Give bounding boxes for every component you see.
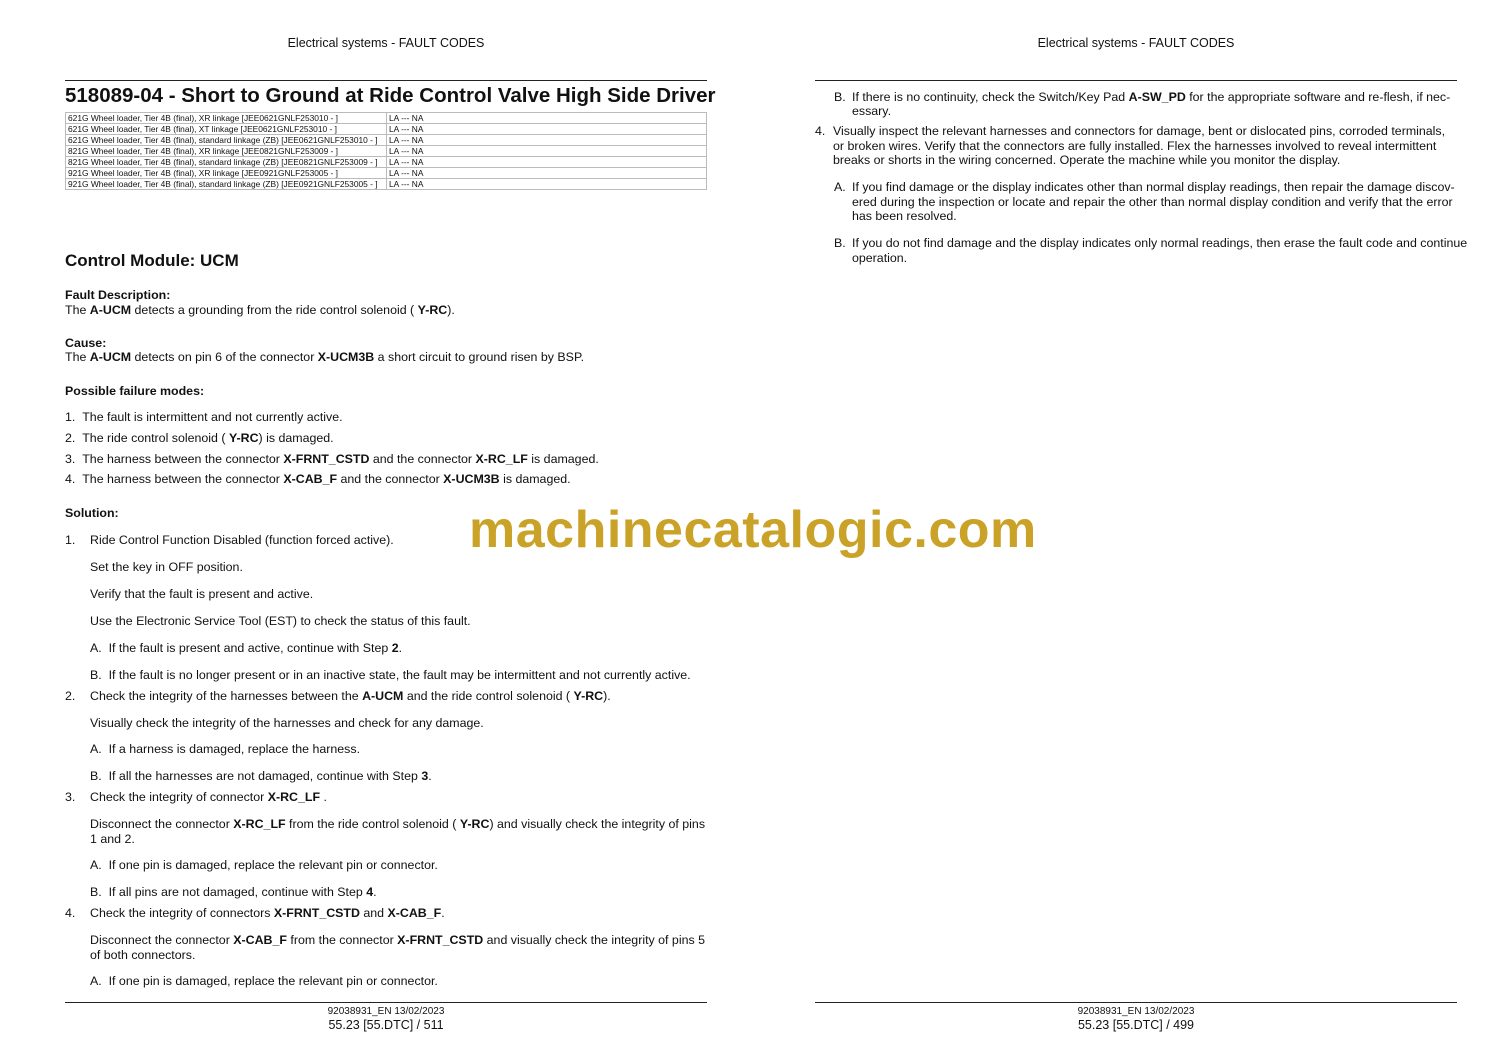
sub-item-label: A. bbox=[834, 180, 846, 194]
failure-modes-heading: Possible failure modes: bbox=[65, 384, 205, 398]
model-cell: 621G Wheel loader, Tier 4B (final), XR linkage [JEE0621GNLF253010 - ] bbox=[66, 113, 387, 124]
footer-document-number: 92038931_EN 13/02/2023 bbox=[327, 1006, 445, 1017]
solution-step-text: or broken wires. Verify that the connectors are fully installed. Flex the harnesses involved to reveal intermittent bbox=[833, 139, 1437, 153]
footer-page-number: 55.23 [55.DTC] / 499 bbox=[1077, 1018, 1195, 1032]
model-cell: 821G Wheel loader, Tier 4B (final), XR linkage [JEE0821GNLF253009 - ] bbox=[66, 146, 387, 157]
solution-step-text: Visually inspect the relevant harnesses and connectors for damage, bent or dislocated pins, corroded terminals, bbox=[833, 124, 1446, 138]
failure-mode-item: 1. The fault is intermittent and not currently active. bbox=[65, 410, 343, 424]
solution-step-text: Ride Control Function Disabled (function forced active). bbox=[90, 533, 394, 547]
control-module-heading: Control Module: UCM bbox=[65, 251, 239, 270]
sub-item-text: If there is no continuity, check the Switch/Key Pad A-SW_PD for the appropriate software and re-flesh, if nec- bbox=[852, 90, 1451, 104]
table-row bbox=[66, 179, 707, 190]
watermark: machinecatalogic.com bbox=[469, 501, 1037, 559]
solution-sub-item: B. If all the harnesses are not damaged, continue with Step 3. bbox=[90, 769, 432, 783]
applicability-table bbox=[65, 112, 707, 190]
region-cell: LA --- NA bbox=[387, 135, 707, 146]
footer-rule bbox=[815, 1002, 1457, 1003]
table-row bbox=[66, 157, 707, 168]
cause-heading: Cause: bbox=[65, 336, 107, 350]
fault-description-text: The A-UCM detects a grounding from the ride control solenoid ( Y-RC). bbox=[65, 303, 455, 317]
fault-description-heading: Fault Description: bbox=[65, 288, 171, 302]
footer-page-number: 55.23 [55.DTC] / 511 bbox=[328, 1018, 444, 1032]
model-cell: 921G Wheel loader, Tier 4B (final), standard linkage (ZB) [JEE0921GNLF253005 - ] bbox=[66, 179, 387, 190]
running-head: Electrical systems - FAULT CODES bbox=[1037, 36, 1235, 50]
cause-text: The A-UCM detects on pin 6 of the connector X-UCM3B a short circuit to ground risen by BSP. bbox=[65, 350, 585, 364]
solution-sub-item: A. If one pin is damaged, replace the relevant pin or connector. bbox=[90, 858, 438, 872]
solution-sub-item: B. If the fault is no longer present or in an inactive state, the fault may be intermittent and not currently active. bbox=[90, 668, 691, 682]
solution-paragraph: Disconnect the connector X-RC_LF from the ride control solenoid ( Y-RC) and visually check the integrity of pins 1 and 2. bbox=[90, 817, 706, 846]
header-rule bbox=[65, 80, 707, 81]
solution-paragraph: Disconnect the connector X-CAB_F from the connector X-FRNT_CSTD and visually check the integrity of pins 5 of both connectors. bbox=[90, 933, 705, 962]
solution-step-text: breaks or shorts in the wiring concerned. Operate the machine while you monitor the display. bbox=[833, 153, 1341, 167]
solution-paragraph: Set the key in OFF position. bbox=[90, 560, 243, 574]
sub-item-label: B. bbox=[834, 90, 846, 104]
solution-step-number: 4. bbox=[815, 124, 826, 138]
sub-item-text: ered during the inspection or locate and repair the other than normal display condition and verify that the error bbox=[852, 195, 1453, 209]
table-row bbox=[66, 113, 707, 124]
model-cell: 621G Wheel loader, Tier 4B (final), standard linkage (ZB) [JEE0621GNLF253010 - ] bbox=[66, 135, 387, 146]
region-cell: LA --- NA bbox=[387, 124, 707, 135]
sub-item-text: has been resolved. bbox=[852, 209, 957, 223]
solution-paragraph: Verify that the fault is present and active. bbox=[90, 587, 314, 601]
footer-rule bbox=[65, 1002, 707, 1003]
solution-step-number: 4. bbox=[65, 906, 76, 920]
solution-step-text: Check the integrity of connector X-RC_LF . bbox=[90, 790, 327, 804]
region-cell: LA --- NA bbox=[387, 113, 707, 124]
solution-heading: Solution: bbox=[65, 506, 119, 520]
region-cell: LA --- NA bbox=[387, 179, 707, 190]
model-cell: 921G Wheel loader, Tier 4B (final), XR linkage [JEE0921GNLF253005 - ] bbox=[66, 168, 387, 179]
solution-sub-item: B. If all pins are not damaged, continue with Step 4. bbox=[90, 885, 377, 899]
model-cell: 821G Wheel loader, Tier 4B (final), standard linkage (ZB) [JEE0821GNLF253009 - ] bbox=[66, 157, 387, 168]
region-cell: LA --- NA bbox=[387, 168, 707, 179]
fault-title: 518089-04 - Short to Ground at Ride Control Valve High Side Driver bbox=[65, 84, 716, 107]
solution-step-number: 3. bbox=[65, 790, 76, 804]
sub-item-text: essary. bbox=[852, 104, 892, 118]
header-rule bbox=[815, 80, 1457, 81]
sub-item-text: operation. bbox=[852, 251, 908, 265]
sub-item-text: If you find damage or the display indicates other than normal display readings, then repair the damage discov- bbox=[852, 180, 1455, 194]
solution-step-text: Check the integrity of connectors X-FRNT_CSTD and X-CAB_F. bbox=[90, 906, 445, 920]
table-row bbox=[66, 146, 707, 157]
footer-document-number: 92038931_EN 13/02/2023 bbox=[1077, 1006, 1195, 1017]
solution-sub-item: A. If one pin is damaged, replace the relevant pin or connector. bbox=[90, 974, 438, 988]
table-row bbox=[66, 135, 707, 146]
region-cell: LA --- NA bbox=[387, 157, 707, 168]
solution-step-number: 1. bbox=[65, 533, 76, 547]
solution-step-text: Check the integrity of the harnesses between the A-UCM and the ride control solenoid ( Y-RC). bbox=[90, 689, 611, 703]
sub-item-text: If you do not find damage and the display indicates only normal readings, then erase the fault code and continue bbox=[852, 236, 1468, 250]
table-row bbox=[66, 168, 707, 179]
running-head: Electrical systems - FAULT CODES bbox=[287, 36, 485, 50]
solution-sub-item: A. If the fault is present and active, continue with Step 2. bbox=[90, 641, 403, 655]
sub-item-label: B. bbox=[834, 236, 846, 250]
table-row bbox=[66, 124, 707, 135]
solution-step-number: 2. bbox=[65, 689, 76, 703]
failure-mode-item: 3. The harness between the connector X-FRNT_CSTD and the connector X-RC_LF is damaged. bbox=[65, 452, 599, 466]
model-cell: 621G Wheel loader, Tier 4B (final), XT linkage [JEE0621GNLF253010 - ] bbox=[66, 124, 387, 135]
solution-sub-item: A. If a harness is damaged, replace the harness. bbox=[90, 742, 361, 756]
failure-mode-item: 2. The ride control solenoid ( Y-RC) is damaged. bbox=[65, 431, 334, 445]
solution-paragraph: Visually check the integrity of the harnesses and check for any damage. bbox=[90, 716, 484, 730]
region-cell: LA --- NA bbox=[387, 146, 707, 157]
failure-mode-item: 4. The harness between the connector X-CAB_F and the connector X-UCM3B is damaged. bbox=[65, 472, 571, 486]
solution-paragraph: Use the Electronic Service Tool (EST) to check the status of this fault. bbox=[90, 614, 471, 628]
